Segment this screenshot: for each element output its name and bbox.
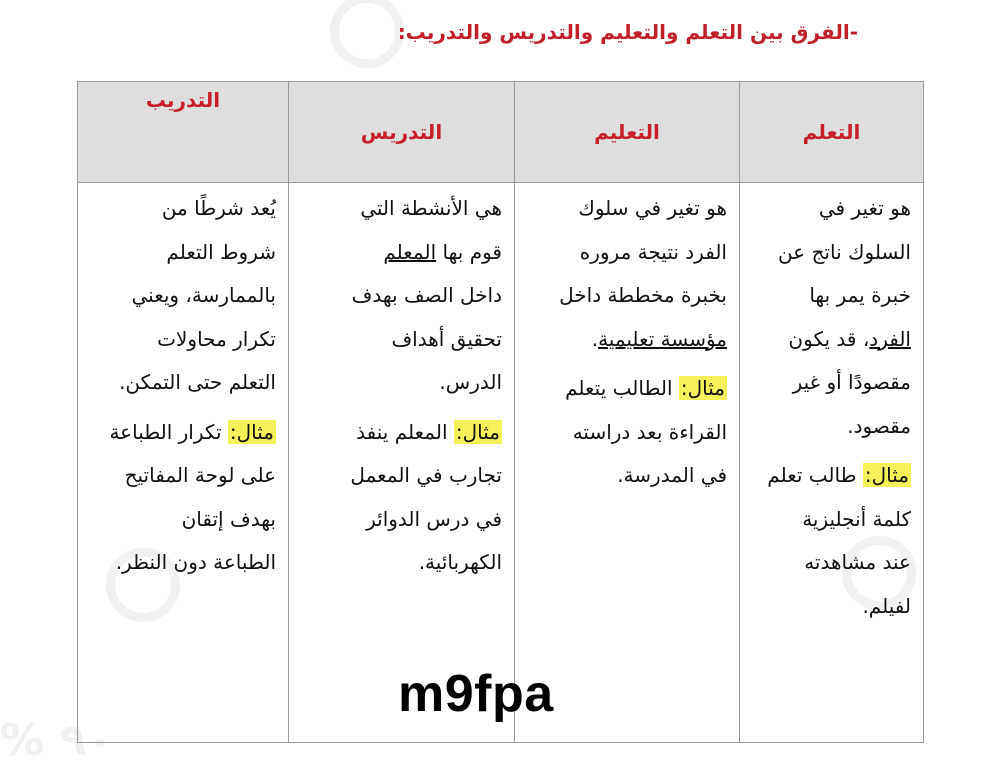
definition-line: الفرد، قد يكون: [788, 326, 911, 351]
example-line: القراءة بعد دراسته: [572, 419, 727, 444]
cell-training: [78, 183, 289, 743]
cell-instruction: [515, 183, 740, 743]
example-line: على لوحة المفاتيح: [124, 463, 276, 487]
example-line: عند مشاهدته: [804, 550, 911, 574]
example-line: [90, 411, 276, 455]
example-line: الطباعة دون النظر.: [115, 550, 276, 574]
definition-line: بخبرة مخططة داخل: [559, 283, 727, 307]
header-teaching: التدريس: [289, 82, 515, 183]
cell-learning: [740, 183, 924, 743]
definition-line: قوم بها المعلم: [383, 239, 502, 264]
definition-line: هو تغير في سلوك: [578, 196, 727, 220]
definition-line: بالممارسة، ويعني: [131, 283, 276, 307]
underlined-term: الفرد: [869, 326, 911, 351]
example-line: في المدرسة.: [617, 463, 727, 487]
definition-line: السلوك ناتج عن: [778, 239, 911, 264]
example-label: مثال:: [680, 376, 725, 400]
page-title: -الفرق بين التعلم والتعليم والتدريس والتدريب:: [397, 20, 858, 44]
brand-watermark: m9fpa: [398, 665, 554, 723]
definition-line: يُعد شرطًا من: [161, 196, 276, 220]
comparison-table: [77, 81, 924, 743]
definition-line: داخل الصف بهدف: [351, 283, 502, 307]
example-label: مثال:: [864, 463, 909, 487]
example-line: لفيلم.: [862, 593, 911, 618]
definition-line: الدرس.: [439, 370, 502, 394]
example-label: مثال:: [229, 419, 274, 444]
definition-line: الفرد نتيجة مروره: [579, 239, 727, 264]
cell-teaching: [289, 183, 515, 743]
underlined-term: المعلم: [383, 239, 437, 264]
example-text: الطالب يتعلم: [565, 376, 679, 400]
definition-line: خبرة يمر بها: [809, 283, 911, 307]
example-line: [527, 367, 727, 411]
example-line: بهدف إتقان: [181, 506, 276, 531]
header-learning: التعلم: [740, 82, 924, 183]
example-text: تكرار الطباعة: [109, 419, 228, 444]
header-instruction: التعليم: [515, 82, 740, 183]
watermark-gear-icon: [330, 0, 404, 68]
definition-line: شروط التعلم: [166, 239, 276, 264]
example-line: الكهربائية.: [418, 550, 502, 574]
example-text: طالب تعلم: [767, 463, 863, 487]
example-line: [301, 411, 502, 455]
definition-line: التعلم حتى التمكن.: [119, 370, 276, 394]
definition-line: مؤسسة تعليمية.: [591, 326, 727, 351]
definition-line: هو تغير في: [818, 196, 911, 220]
header-training: التدريب: [78, 82, 289, 183]
example-label: مثال:: [455, 419, 500, 444]
example-text: المعلم ينفذ: [356, 419, 454, 444]
definition-line: تحقيق أهداف: [391, 326, 502, 351]
watermark-percent-icon: % ٩٠: [0, 715, 114, 766]
example-line: [752, 454, 911, 498]
definition-line: هي الأنشطة التي: [360, 196, 502, 220]
definition-line: تكرار محاولات: [157, 326, 276, 351]
definition-line: مقصودًا أو غير: [792, 370, 911, 394]
example-line: في درس الدوائر: [366, 506, 502, 531]
underlined-term: مؤسسة تعليمية: [598, 326, 727, 351]
example-line: تجارب في المعمل: [350, 463, 502, 487]
definition-line: مقصود.: [847, 413, 911, 438]
example-line: كلمة أنجليزية: [802, 506, 911, 531]
